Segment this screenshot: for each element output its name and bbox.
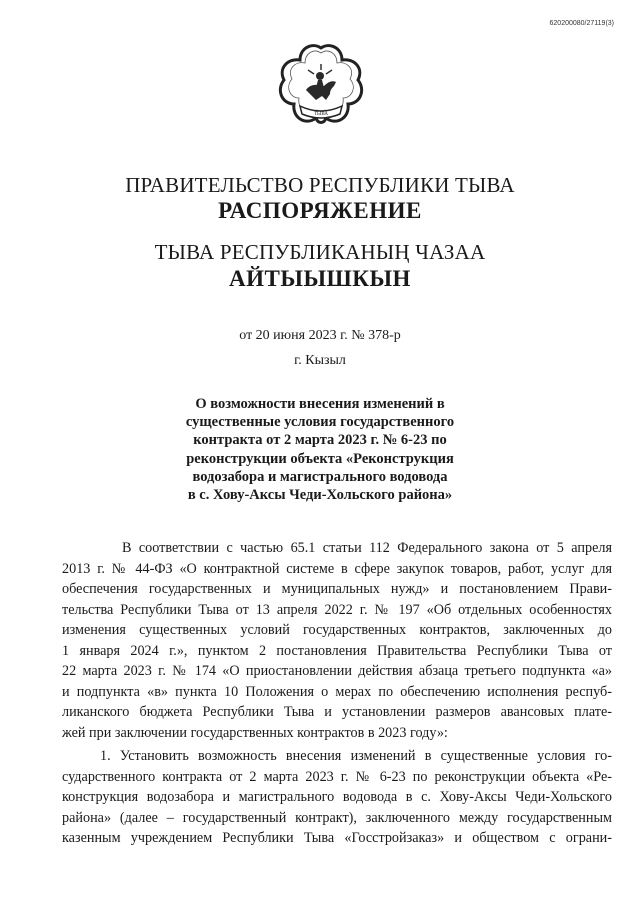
text-line: сударственного контракта от 2 марта 2023 г. № 6-23 по реконструкции объекта «Ре- (62, 768, 612, 785)
decree-date-number: от 20 июня 2023 г. № 378-р (239, 328, 401, 343)
government-title-ru: ПРАВИТЕЛЬСТВО РЕСПУБЛИКИ ТЫВА (125, 173, 515, 197)
decree-title-tyv: АЙТЫЫШКЫН (229, 266, 411, 291)
text-line: жей при заключении государственных контрактов в 2023 году»: (62, 724, 448, 741)
subject-line: существенные условия государственного (185, 414, 455, 431)
document-number: 620200080/27119(3) (549, 20, 614, 27)
decree-subject (150, 395, 490, 504)
text-line: 1. Установить возможность внесения изменений в существенные условия го- (100, 748, 612, 764)
svg-text:ТЫВА: ТЫВА (313, 112, 329, 117)
text-line: казенным учреждением Республики Тыва «Госстройзаказ» и обществом с ограни- (62, 830, 612, 846)
text-line: изменения существенных условий государственных контрактов, заключенных до (62, 622, 612, 638)
decree-city: г. Кызыл (294, 353, 346, 368)
text-line: обеспечения государственных и муниципальных нужд» и постановлением Прави- (62, 581, 612, 597)
government-title-tyv: ТЫВА РЕСПУБЛИКАНЫҢ ЧАЗАА (154, 240, 486, 264)
text-line: В соответствии с частью 65.1 статьи 112 Федерального закона от 5 апреля (122, 540, 612, 556)
subject-line: О возможности внесения изменений в (195, 396, 445, 412)
subject-line: реконструкции объекта «Реконструкция (186, 450, 454, 467)
clause-1-paragraph (62, 746, 612, 849)
subject-line: водозабора и магистрального водовода (192, 468, 448, 485)
text-line: 22 марта 2023 г. № 174 «О приостановлении действия абзаца третьего подпункта «а» (62, 663, 612, 679)
text-line: конструкция водозабора и магистрального водовода в с. Хову-Аксы Чеди-Хольского (62, 789, 612, 805)
text-line: тельства Республики Тыва от 13 апреля 2022 г. № 197 «Об отдельных особенностях (62, 601, 612, 618)
subject-line: контракта от 2 марта 2023 г. № 6-23 по (193, 432, 447, 449)
text-line: ликанского бюджета Республики Тыва и установлении размеров авансовых плате- (62, 704, 612, 720)
subject-line: в с. Хову-Аксы Чеди-Хольского района» (187, 487, 453, 504)
text-line: района» (далее – государственный контракт), заключенного между государственным (62, 809, 612, 826)
text-line: 2013 г. № 44-ФЗ «О контрактной системе в сфере закупок товаров, работ, услуг для (62, 560, 612, 577)
text-line: и подпункта «в» пункта 10 Положения о мерах по обеспечению исполнения респуб- (62, 683, 612, 700)
text-line: 1 января 2024 г.», пунктом 2 постановления Правительства Республики Тыва от (62, 642, 612, 659)
decree-title-ru: РАСПОРЯЖЕНИЕ (218, 198, 422, 223)
coat-of-arms-icon (278, 40, 364, 140)
preamble-paragraph (62, 538, 612, 743)
